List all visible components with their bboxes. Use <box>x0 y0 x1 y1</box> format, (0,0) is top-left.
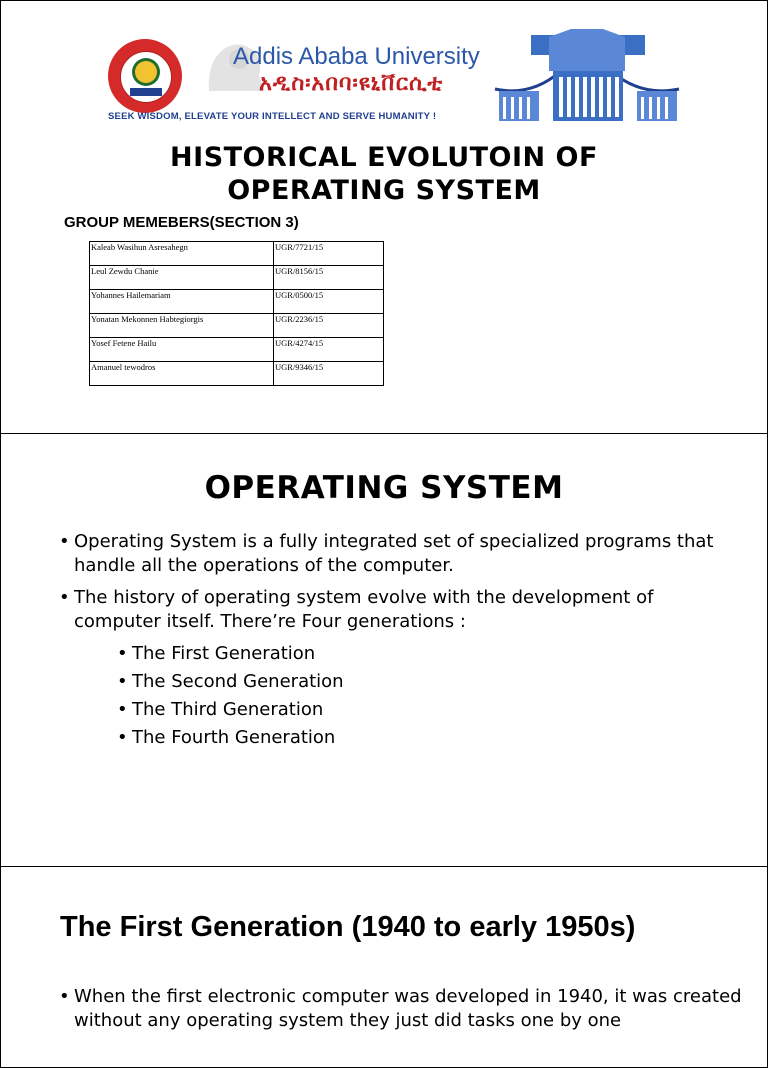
sub-list-item <box>117 726 739 750</box>
table-row <box>90 362 384 386</box>
member-id: UGR/8156/15 <box>274 266 384 290</box>
seal-center <box>120 51 172 103</box>
sub-bullet-text: The Second Generation <box>132 671 344 692</box>
member-name: Yohannes Hailemariam <box>90 290 274 314</box>
members-table <box>89 241 384 386</box>
university-seal-logo <box>108 39 182 113</box>
bullet-text: When the first electronic computer was developed in 1940, it was created without any operating system they just did tasks one by one <box>74 986 742 1031</box>
bullet-list <box>59 985 749 1041</box>
member-id: UGR/9346/15 <box>274 362 384 386</box>
slide-title: The First Generation (1940 to early 1950s) <box>60 911 636 943</box>
title-line-1: HISTORICAL EVOLUTOIN OF <box>170 142 598 173</box>
member-id: UGR/7721/15 <box>274 242 384 266</box>
slide-first-generation <box>0 866 768 1068</box>
bullet-icon: • <box>59 587 70 608</box>
sub-bullet-text: The Fourth Generation <box>132 727 336 748</box>
bullet-icon: • <box>59 986 70 1007</box>
group-members-label: GROUP MEMEBERS(SECTION 3) <box>64 214 299 231</box>
table-row <box>90 290 384 314</box>
bullet-icon: • <box>117 643 128 664</box>
bullet-list <box>59 530 739 754</box>
sub-list-item <box>117 642 739 666</box>
member-name: Amanuel tewodros <box>90 362 274 386</box>
bullet-icon: • <box>117 727 128 748</box>
list-item <box>59 586 739 634</box>
table-row <box>90 242 384 266</box>
sub-list-item <box>117 698 739 722</box>
sub-bullet-text: The Third Generation <box>132 699 324 720</box>
list-item <box>59 985 749 1033</box>
seal-book-emblem <box>130 88 162 96</box>
list-item <box>59 530 739 578</box>
bullet-icon: • <box>117 699 128 720</box>
sub-bullet-text: The First Generation <box>132 643 316 664</box>
seal-sun-emblem <box>135 61 157 83</box>
title-line-2: OPERATING SYSTEM <box>227 175 541 206</box>
member-id: UGR/4274/15 <box>274 338 384 362</box>
university-name-amharic: አዲስ፡አበባ፡ዩኒቨርሲቲ <box>259 71 444 96</box>
table-row <box>90 266 384 290</box>
table-row <box>90 338 384 362</box>
member-name: Kaleab Wasihun Asresahegn <box>90 242 274 266</box>
bullet-icon: • <box>59 531 70 552</box>
university-tagline: SEEK WISDOM, ELEVATE YOUR INTELLECT AND SERVE HUMANITY ! <box>108 111 437 122</box>
slide-title <box>0 0 768 434</box>
member-name: Yosef Fetene Hailu <box>90 338 274 362</box>
member-name: Yonatan Mekonnen Habtegiorgis <box>90 314 274 338</box>
table-row <box>90 314 384 338</box>
presentation-title <box>1 141 767 207</box>
bullet-text: The history of operating system evolve with the development of computer itself. There’re Four generations : <box>74 587 654 632</box>
bullet-icon: • <box>117 671 128 692</box>
slide-operating-system <box>0 433 768 867</box>
building-illustration-icon <box>491 27 683 125</box>
member-name: Leul Zewdu Chanie <box>90 266 274 290</box>
slide-title: OPERATING SYSTEM <box>204 470 564 506</box>
bullet-text: Operating System is a fully integrated set of specialized programs that handle all the operations of the computer. <box>74 531 714 576</box>
member-id: UGR/0500/15 <box>274 290 384 314</box>
member-id: UGR/2236/15 <box>274 314 384 338</box>
university-name-english: Addis Ababa University <box>233 43 480 70</box>
sub-list-item <box>117 670 739 694</box>
